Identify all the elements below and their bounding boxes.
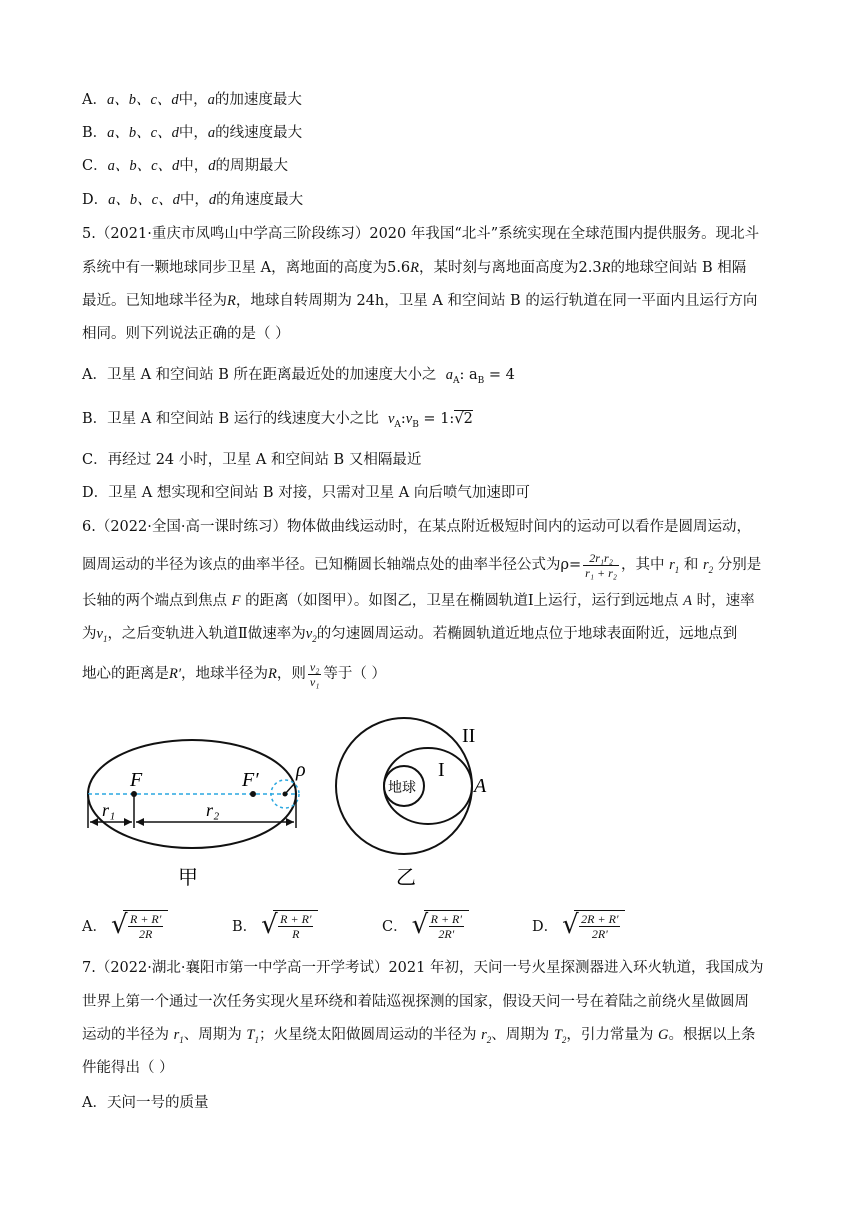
q7-stem-line3: 运动的半径为 $r_1$、周期为 $T_1$；火星绕太阳做圆周运动的半径为 $r_2$、周期为 $T_2$，引力常量为 G。根据以上条 (82, 1027, 756, 1045)
q5-stem-line4: 相同。则下列说法正确的是（ ） (82, 326, 290, 342)
r1-arrow-right (124, 818, 132, 826)
label-orbit-ii: II (462, 725, 476, 747)
q4-option-c: C．a、b、c、d中，d的周期最大 (82, 158, 289, 174)
r2-arrow-left (136, 818, 144, 826)
q6-stem-line4: 为$v_1$，之后变轨进入轨道Ⅱ做速率为$v_2$的匀速圆周运动。若椭圆轨道近地点位于地球表面附近，远地点到 (82, 626, 738, 644)
caption-jia: 甲 (178, 867, 198, 889)
q5-option-c: C．再经过 24 小时，卫星 A 和空间站 B 又相隔最近 (82, 452, 422, 468)
velocity-ratio: $\frac{\text{v₂}}{\text{v₁}}$ (309, 659, 320, 689)
q6-stem-line3: 长轴的两个端点到焦点 F 的距离（如图甲）。如图乙，卫星在椭圆轨道Ⅰ上运行，运行到远地点 A 时，速率 (82, 593, 755, 609)
q7-option-a: A．天问一号的质量 (82, 1095, 209, 1111)
label-fprime: F′ (242, 769, 259, 791)
q7-stem-line1: 7.（2022·湖北·襄阳市第一中学高一开学考试）2021 年初，天问一号火星探测器进入环火轨道，我国成为 (82, 960, 764, 976)
q6-stem-line5: 地心的距离是R′，地球半径为R，则 $\frac{\text{v₂}}{\text{v₁}}$ 等于（ ） (82, 659, 386, 689)
q5-stem-line1: 5.（2021·重庆市凤鸣山中学高三阶段练习）2020 年我国“北斗”系统实现在全球范围内提供服务。现北斗 (82, 226, 760, 242)
q7-stem-line2: 世界上第一个通过一次任务实现火星环绕和着陆巡视探测的国家，假设天问一号在着陆之前绕火星做圆周 (82, 994, 749, 1010)
label-orbit-i: I (438, 759, 445, 781)
q7-stem-line4: 件能得出（ ） (82, 1060, 174, 1076)
q5-stem-line2: 系统中有一颗地球同步卫星 A，离地面的高度为5.6R，某时刻与离地面高度为2.3R的地球空间站 B 相隔 (82, 260, 747, 276)
q6-stem-line2: 圆周运动的半径为该点的曲率半径。已知椭圆长轴端点处的曲率半径公式为ρ= $\frac{\text{2r₁r₂}}{\text{r₁ + r₂}}$ ，其中 $r_1$ 和 $r_2$ 分别是 (82, 550, 762, 580)
q6-option-b: B． √ $\frac{R + R'}{R}$ (232, 910, 318, 941)
q6-option-d: D． √ $\frac{2R + R'}{2R'}$ (532, 910, 625, 941)
label-a: A (474, 775, 487, 797)
label-rho: ρ (296, 759, 306, 781)
curvature-formula: $\frac{\text{2r₁r₂}}{\text{r₁ + r₂}}$ (585, 550, 617, 580)
r2-arrow-right (286, 818, 294, 826)
q6-option-a: A． √ $\frac{R + R'}{2R}$ (82, 910, 168, 941)
label-earth: 地球 (388, 781, 416, 796)
q5-option-b: B．卫星 A 和空间站 B 运行的线速度大小之比 $v_A:v_B$ = 1:√2 (82, 411, 473, 430)
label-r1: r₁ (102, 800, 116, 820)
curvature-center-dot (283, 792, 288, 797)
label-f: F (130, 769, 143, 791)
q6-option-c: C． √ $\frac{R + R'}{2R'}$ (382, 910, 469, 941)
q4-option-a: A．a、b、c、d中，a的加速度最大 (82, 92, 302, 108)
q4-option-d: D．a、b、c、d中，d的角速度最大 (82, 192, 304, 208)
focus-fprime-dot (250, 791, 256, 797)
r1-arrow-left (90, 818, 98, 826)
caption-yi: 乙 (396, 867, 416, 889)
label-r2: r₂ (206, 800, 220, 820)
q6-figure (82, 712, 502, 892)
q5-option-d: D．卫星 A 想实现和空间站 B 对接，只需对卫星 A 向后喷气加速即可 (82, 485, 530, 501)
q5-stem-line3: 最近。已知地球半径为R，地球自转周期为 24h，卫星 A 和空间站 B 的运行轨道在同一平面内且运行方向 (82, 293, 758, 309)
q5-option-a: A．卫星 A 和空间站 B 所在距离最近处的加速度大小之 $a_A$: $a_B = 4$ (82, 367, 515, 386)
q4-option-b: B．a、b、c、d中，a的线速度最大 (82, 125, 303, 141)
q6-stem-line1: 6.（2022·全国·高一课时练习）物体做曲线运动时，在某点附近极短时间内的运动可以看作是圆周运动， (82, 519, 751, 535)
